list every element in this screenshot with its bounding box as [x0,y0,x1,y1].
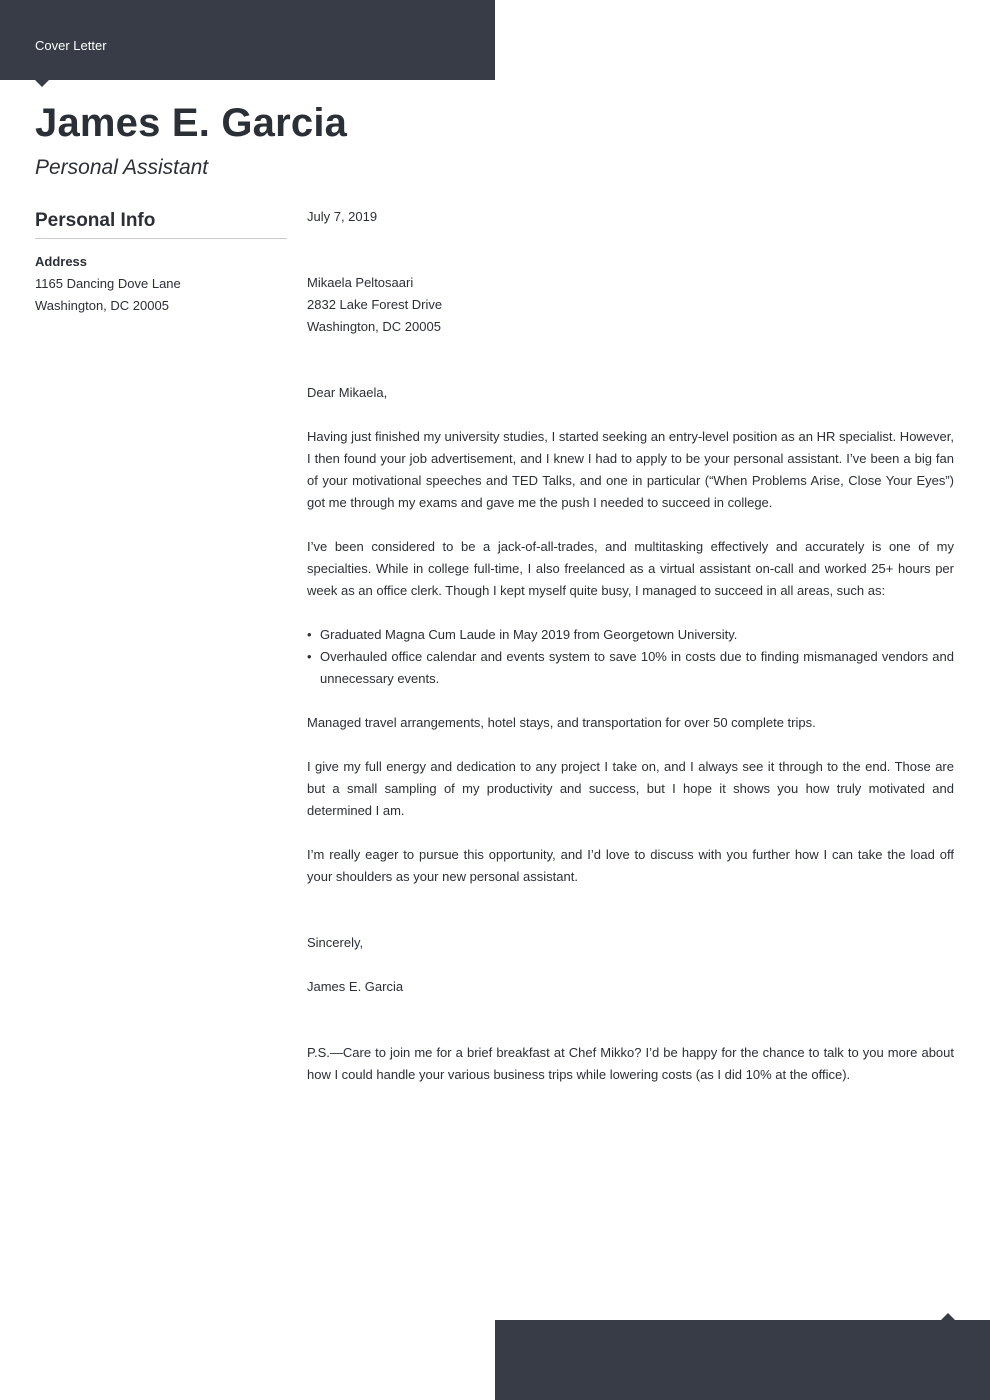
recipient-street: 2832 Lake Forest Drive [307,297,443,312]
applicant-job-title: Personal Assistant [35,156,209,179]
paragraph-5: I’m really eager to pursue this opportunity, and I’d love to discuss with you further how I can take the load off your shoulders as your new personal assistant. [307,847,954,884]
document-type-label: Cover Letter [35,38,107,53]
paragraph-1: Having just finished my university studies, I started seeking an entry-level position as an HR specialist. However, I then found your job advertisement, and I knew I had to apply to be your personal assistant. I’ve been a big fan of your motivational speeches and TED Talks, and one in particular (“When Problems Arise, Close Your Eyes”) got me through my exams and gave me the push I needed to succeed in college. [307,429,954,510]
list-item: • Graduated Magna Cum Laude in May 2019 from Georgetown University. [307,624,954,646]
closing: Sincerely, [307,935,364,950]
address-line-1: 1165 Dancing Dove Lane [35,276,181,291]
header-notch-decoration [35,80,49,87]
salutation: Dear Mikaela, [307,385,388,400]
recipient-name: Mikaela Peltosaari [307,275,414,290]
postscript: P.S.—Care to join me for a brief breakfast at Chef Mikko? I’d be happy for the chance to talk to you more about how I could handle your various business trips while lowering costs (as I did 10% at the office). [307,1045,954,1082]
list-item: • Overhauled office calendar and events system to save 10% in costs due to finding mismanaged vendors and unnecessary events. [307,646,954,690]
address-line-2: Washington, DC 20005 [35,298,169,313]
personal-info-section [35,210,287,317]
applicant-name: James E. Garcia [35,101,348,145]
header-band [0,0,495,80]
recipient-block [307,272,954,338]
paragraph-2: I’ve been considered to be a jack-of-all-trades, and multitasking effectively and accurately is one of my specialties. While in college full-time, I also freelanced as a virtual assistant on-call and worked 25+ hours per week as an office clerk. Though I kept myself quite busy, I managed to succeed in all areas, such as: [307,539,954,598]
paragraph-3: Managed travel arrangements, hotel stays, and transportation for over 50 complete trips. [307,715,816,730]
footer-notch-decoration [941,1313,955,1320]
letter-date: July 7, 2019 [307,209,378,224]
letter-body [307,206,954,1086]
paragraph-4: I give my full energy and dedication to any project I take on, and I always see it through to the end. Those are but a small sampling of my productivity and success, but I hope it shows you how truly motivated and determined I am. [307,759,954,818]
personal-info-heading: Personal Info [35,210,287,239]
recipient-city: Washington, DC 20005 [307,319,441,334]
achievements-list [307,624,954,690]
footer-band [495,1320,990,1400]
signature: James E. Garcia [307,979,404,994]
address-label: Address [35,254,88,269]
